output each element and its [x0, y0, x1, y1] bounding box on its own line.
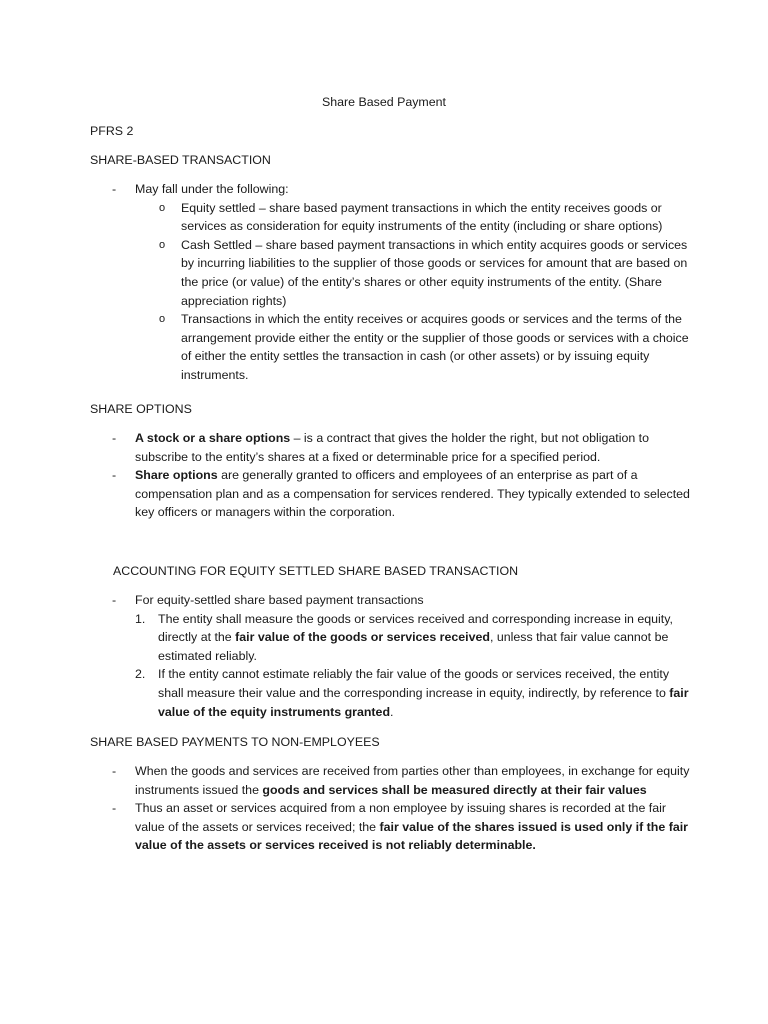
numbered-item-text: The entity shall measure the goods or services received and corresponding increase in equity, directly at the — [158, 611, 673, 645]
section-heading-share-options: SHARE OPTIONS — [90, 402, 192, 416]
bold-term: A stock or a share options — [135, 431, 291, 445]
bold-phrase: goods and services shall be measured directly at their fair values — [262, 782, 647, 797]
list-item — [90, 799, 690, 855]
list-item-text: are generally granted to officers and employees of an enterprise as part of a compensation plan and as a compensation for services rendered. They typically extended to selected key officers or managers within the corporation. — [135, 468, 690, 520]
list-item-text: For equity-settled share based payment transactions — [135, 593, 424, 607]
circle-bullet: o — [159, 201, 166, 214]
numbered-item-text: If the entity cannot estimate reliably the fair value of the goods or services received, the entity shall measure their value and the corresponding increase in equity, indirectly, by reference to — [158, 667, 670, 700]
numbered-list — [90, 610, 690, 722]
numbered-item — [90, 610, 690, 666]
document-title: Share Based Payment — [322, 95, 446, 109]
item-number: 1. — [135, 611, 146, 626]
dash-bullet: - — [112, 593, 117, 607]
numbered-item — [90, 665, 690, 721]
list-item-text: – is a contract that gives the holder the right, but not obligation to subscribe to the entity’s shares at a fixed or determinable price for a specified period. — [135, 431, 650, 464]
section-heading-non-employees: SHARE BASED PAYMENTS TO NON-EMPLOYEES — [90, 735, 380, 749]
sub-list — [90, 199, 690, 385]
list-item — [90, 762, 690, 799]
dash-bullet: - — [112, 764, 117, 778]
dash-bullet: - — [112, 801, 117, 816]
bold-phrase: fair value of the equity instruments granted — [158, 685, 689, 719]
circle-bullet: o — [159, 313, 166, 326]
sub-list-item — [90, 310, 690, 384]
sub-list-item — [90, 199, 690, 236]
bold-phrase: fair value of the shares issued is used only if the fair value of the assets or services received is not reliably determinable. — [135, 819, 688, 853]
list-item-text: May fall under the following: — [135, 182, 289, 196]
dash-bullet: - — [112, 431, 117, 445]
sub-list-item-text: Transactions in which the entity receives or acquires goods or services and the terms of the arrangement provide either the entity or the supplier of those goods or services with a choice of either the entity settles the transaction in cash (or other assets) or by issuing equity instruments. — [181, 312, 689, 382]
sub-list-item-text: Equity settled – share based payment transactions in which the entity receives goods or services as consideration for equity instruments of the entity (including or share options) — [181, 200, 663, 234]
non-employees-list — [90, 762, 690, 855]
sub-list-item — [90, 236, 690, 310]
bold-term: Share options — [135, 468, 218, 483]
bold-phrase: fair value of the goods or services received — [235, 630, 490, 645]
list-item — [90, 180, 690, 385]
numbered-item-text: , unless that fair value cannot be estimated reliably. — [158, 630, 669, 663]
list-item — [90, 429, 690, 466]
dash-bullet: - — [112, 468, 117, 483]
list-item-text: When the goods and services are received from parties other than employees, in exchange for equity instruments issued the — [135, 764, 690, 797]
standard-label: PFRS 2 — [90, 124, 134, 138]
dash-bullet: - — [112, 182, 117, 196]
section-heading-share-based-transaction: SHARE-BASED TRANSACTION — [90, 153, 271, 167]
sub-list-item-text: Cash Settled – share based payment transactions in which entity acquires goods or services by incurring liabilities to the supplier of those goods or services for amount that are based on the price (or value) of the entity’s shares or other equity instruments of the entity. (Share appreciation rights) — [181, 237, 688, 308]
accounting-list — [90, 591, 690, 721]
share-based-transaction-list — [90, 180, 690, 385]
list-item-text: Thus an asset or services acquired from a non employee by issuing shares is recorded at the fair value of the assets or services received; the — [135, 801, 666, 834]
share-options-list — [90, 429, 690, 522]
item-number: 2. — [135, 667, 146, 682]
section-heading-accounting-equity-settled: ACCOUNTING FOR EQUITY SETTLED SHARE BASED TRANSACTION — [113, 564, 519, 578]
numbered-item-text: . — [390, 704, 394, 719]
circle-bullet: o — [159, 238, 166, 251]
list-item — [90, 466, 690, 522]
list-item — [90, 591, 690, 721]
